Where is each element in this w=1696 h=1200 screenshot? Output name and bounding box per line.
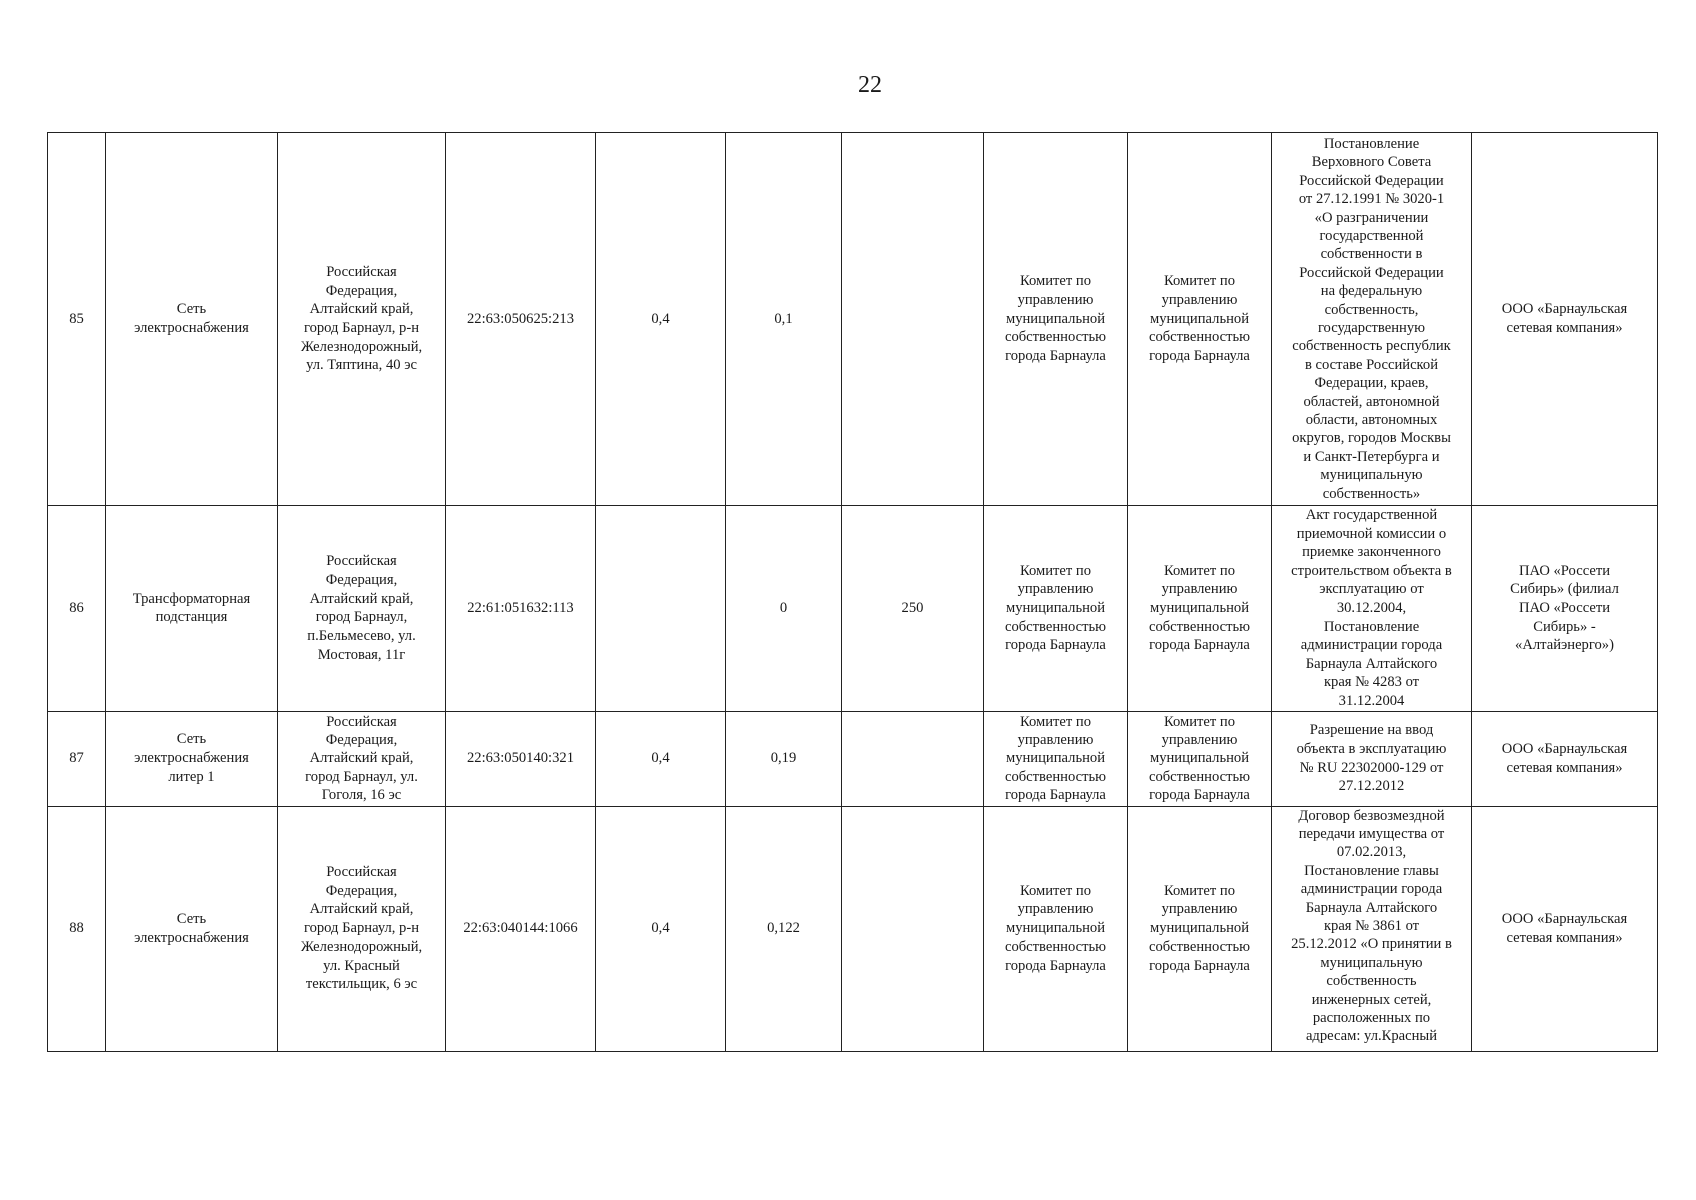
holder-cell: Комитет по управлению муниципальной собственностью города Барнаула [1128,806,1272,1051]
object-name-cell: Сеть электроснабжения литер 1 [106,711,278,806]
capacity-cell [842,711,984,806]
voltage-cell: 0,4 [596,711,726,806]
holder-cell: Комитет по управлению муниципальной собственностью города Барнаула [1128,133,1272,506]
length-cell: 0,122 [726,806,842,1051]
voltage-cell: 0,4 [596,806,726,1051]
legal-basis-cell: Договор безвозмездной передачи имущества от 07.02.2013, Постановление главы администрации города Барнаула Алтайского края № 3861 от 25.12.2012 «О принятии в муниципальную собственность инженерных сетей, расположенных по адресам: ул.Красный [1272,806,1472,1051]
holder-cell: Комитет по управлению муниципальной собственностью города Барнаула [1128,711,1272,806]
address-cell: Российская Федерация, Алтайский край, город Барнаул, р-н Железнодорожный, ул. Тяптина, 40 эс [278,133,446,506]
voltage-cell [596,506,726,712]
address-cell: Российская Федерация, Алтайский край, город Барнаул, ул. Гоголя, 16 эс [278,711,446,806]
row-number-cell: 88 [48,806,106,1051]
cadastral-number-cell: 22:63:040144:1066 [446,806,596,1051]
length-cell: 0,19 [726,711,842,806]
legal-basis-cell: Постановление Верховного Совета Российской Федерации от 27.12.1991 № 3020-1 «О разграничении государственной собственности в Российской Федерации на федеральную собственность, государственную собственность республик в составе Российской Федерации, краев, областей, автономной области, автономных округов, городов Москвы и Санкт-Петербурга и муниципальную собственность» [1272,133,1472,506]
object-name-cell: Сеть электроснабжения [106,133,278,506]
property-registry-table [47,132,1658,1052]
length-cell: 0 [726,506,842,712]
address-cell: Российская Федерация, Алтайский край, город Барнаул, п.Бельмесево, ул. Мостовая, 11г [278,506,446,712]
operator-cell: ООО «Барнаульская сетевая компания» [1472,711,1658,806]
cadastral-number-cell: 22:63:050625:213 [446,133,596,506]
table-row [48,133,1658,506]
capacity-cell: 250 [842,506,984,712]
table-row [48,506,1658,712]
capacity-cell [842,806,984,1051]
capacity-cell [842,133,984,506]
row-number-cell: 86 [48,506,106,712]
legal-basis-cell: Акт государственной приемочной комиссии о приемке законченного строительством объекта в эксплуатацию от 30.12.2004, Постановление администрации города Барнаула Алтайского края № 4283 от 31.12.2004 [1272,506,1472,712]
row-number-cell: 87 [48,711,106,806]
table-row [48,711,1658,806]
object-name-cell: Сеть электроснабжения [106,806,278,1051]
row-number-cell: 85 [48,133,106,506]
legal-basis-cell: Разрешение на ввод объекта в эксплуатацию № RU 22302000-129 от 27.12.2012 [1272,711,1472,806]
owner-cell: Комитет по управлению муниципальной собственностью города Барнаула [984,133,1128,506]
address-cell: Российская Федерация, Алтайский край, город Барнаул, р-н Железнодорожный, ул. Красный текстильщик, 6 эс [278,806,446,1051]
table-row [48,806,1658,1051]
owner-cell: Комитет по управлению муниципальной собственностью города Барнаула [984,806,1128,1051]
owner-cell: Комитет по управлению муниципальной собственностью города Барнаула [984,506,1128,712]
operator-cell: ООО «Барнаульская сетевая компания» [1472,806,1658,1051]
owner-cell: Комитет по управлению муниципальной собственностью города Барнаула [984,711,1128,806]
holder-cell: Комитет по управлению муниципальной собственностью города Барнаула [1128,506,1272,712]
page-number: 22 [858,72,882,98]
operator-cell: ПАО «Россети Сибирь» (филиал ПАО «Россети Сибирь» - «Алтайэнерго») [1472,506,1658,712]
object-name-cell: Трансформаторная подстанция [106,506,278,712]
voltage-cell: 0,4 [596,133,726,506]
cadastral-number-cell: 22:61:051632:113 [446,506,596,712]
cadastral-number-cell: 22:63:050140:321 [446,711,596,806]
length-cell: 0,1 [726,133,842,506]
operator-cell: ООО «Барнаульская сетевая компания» [1472,133,1658,506]
